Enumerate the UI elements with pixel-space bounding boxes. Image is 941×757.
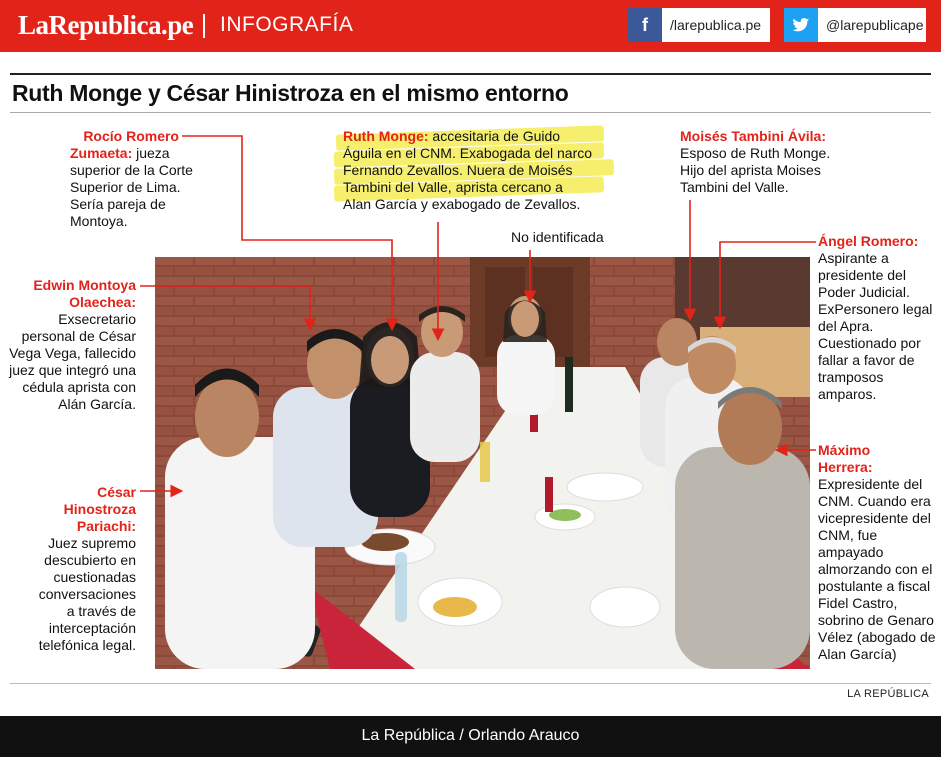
page-title: Ruth Monge y César Hinistroza en el mismo entorno [12, 80, 569, 106]
rocio-line: Sería pareja de [70, 196, 166, 212]
angel-line: Cuestionado por [818, 335, 921, 351]
angel-line: ExPersonero legal [818, 301, 933, 317]
name-maximo-1: Máximo [818, 442, 871, 458]
ruth-line: Águila en el CNM. Exabogada del narco [343, 145, 593, 161]
name-moises: Moisés Tambini Ávila: [680, 128, 826, 144]
maximo-line: CNM, fue [818, 527, 878, 543]
maximo-line: CNM. Cuando era [818, 493, 931, 509]
ruth-text-1: accesitaria de Guido [428, 128, 561, 144]
maximo-line: Expresidente del [818, 476, 923, 492]
maximo-line: Vélez (abogado de [818, 629, 936, 645]
name-edwin-2: Olaechea: [69, 294, 136, 310]
brand-logo[interactable]: LaRepublica.pe [18, 10, 194, 40]
name-rocio-2: Zumaeta: [70, 145, 133, 161]
rocio-line: superior de la Corte [70, 162, 193, 178]
name-angel: Ángel Romero: [818, 233, 919, 249]
facebook-icon: f [628, 8, 662, 42]
cesar-line: conversaciones [38, 586, 136, 602]
maximo-line: postulante a fiscal [818, 578, 931, 594]
moises-line: Hijo del aprista Moises [680, 162, 821, 178]
leader-angel [720, 242, 816, 326]
edwin-line: juez que integró una [9, 362, 136, 378]
name-cesar-1: César [97, 484, 136, 500]
maximo-line: ampayado [818, 544, 884, 560]
angel-line: amparos. [818, 386, 877, 402]
edwin-line: cédula aprista con [22, 379, 136, 395]
noid-text: No identificada [511, 229, 604, 245]
name-maximo-2: Herrera: [818, 459, 873, 475]
bottom-rule [10, 683, 931, 684]
angel-line: Poder Judicial. [818, 284, 910, 300]
ruth-line: Fernando Zevallos. Nuera de Moisés [343, 162, 573, 178]
name-ruth: Ruth Monge: [343, 128, 429, 144]
edwin-line: Exsecretario [58, 311, 136, 327]
facebook-handle: /larepublica.pe [670, 17, 762, 33]
leader-edwin [140, 286, 310, 328]
rocio-text-1: jueza [132, 145, 170, 161]
maximo-line: Fidel Castro, [818, 595, 898, 611]
twitter-handle: @larepublicape [826, 17, 924, 33]
angel-line: Aspirante a [818, 250, 889, 266]
cesar-line: interceptación [48, 620, 136, 636]
maximo-line: vicepresidente del [818, 510, 931, 526]
name-rocio-1: Rocío Romero [83, 128, 179, 144]
maximo-line: almorzando con el [818, 561, 933, 577]
name-cesar-3: Pariachi: [76, 518, 136, 534]
rocio-line: Montoya. [70, 213, 128, 229]
moises-line: Tambini del Valle. [680, 179, 789, 195]
credit-label: LA REPÚBLICA [847, 688, 929, 700]
edwin-line: Alán García. [58, 396, 136, 412]
ruth-line: Alan García y exabogado de Zevallos. [343, 196, 581, 212]
cesar-line: cuestionadas [53, 569, 136, 585]
cesar-line: descubierto en [44, 552, 136, 568]
cesar-line: Juez supremo [48, 535, 136, 551]
leader-rocio [182, 136, 392, 328]
name-cesar-2: Hinostroza [63, 501, 136, 517]
cesar-line: telefónica legal. [38, 637, 136, 653]
maximo-line: Alan García) [818, 646, 897, 662]
cesar-line: a través de [66, 603, 136, 619]
angel-line: presidente del [818, 267, 906, 283]
angel-line: tramposos [818, 369, 884, 385]
rocio-line: Superior de Lima. [70, 179, 181, 195]
footer-bar [0, 716, 941, 757]
ruth-line: Tambini del Valle, aprista cercano a [343, 179, 563, 195]
edwin-line: personal de César [21, 328, 136, 344]
name-edwin-1: Edwin Montoya [33, 277, 136, 293]
moises-line: Esposo de Ruth Monge. [680, 145, 831, 161]
edwin-line: Vega Vega, fallecido [9, 345, 136, 361]
angel-line: fallar a favor de [818, 352, 915, 368]
footer-credit: La República / Orlando Arauco [361, 727, 580, 744]
angel-line: del Apra. [818, 318, 874, 334]
maximo-line: sobrino de Genaro [818, 612, 934, 628]
section-label: INFOGRAFÍA [220, 13, 354, 36]
